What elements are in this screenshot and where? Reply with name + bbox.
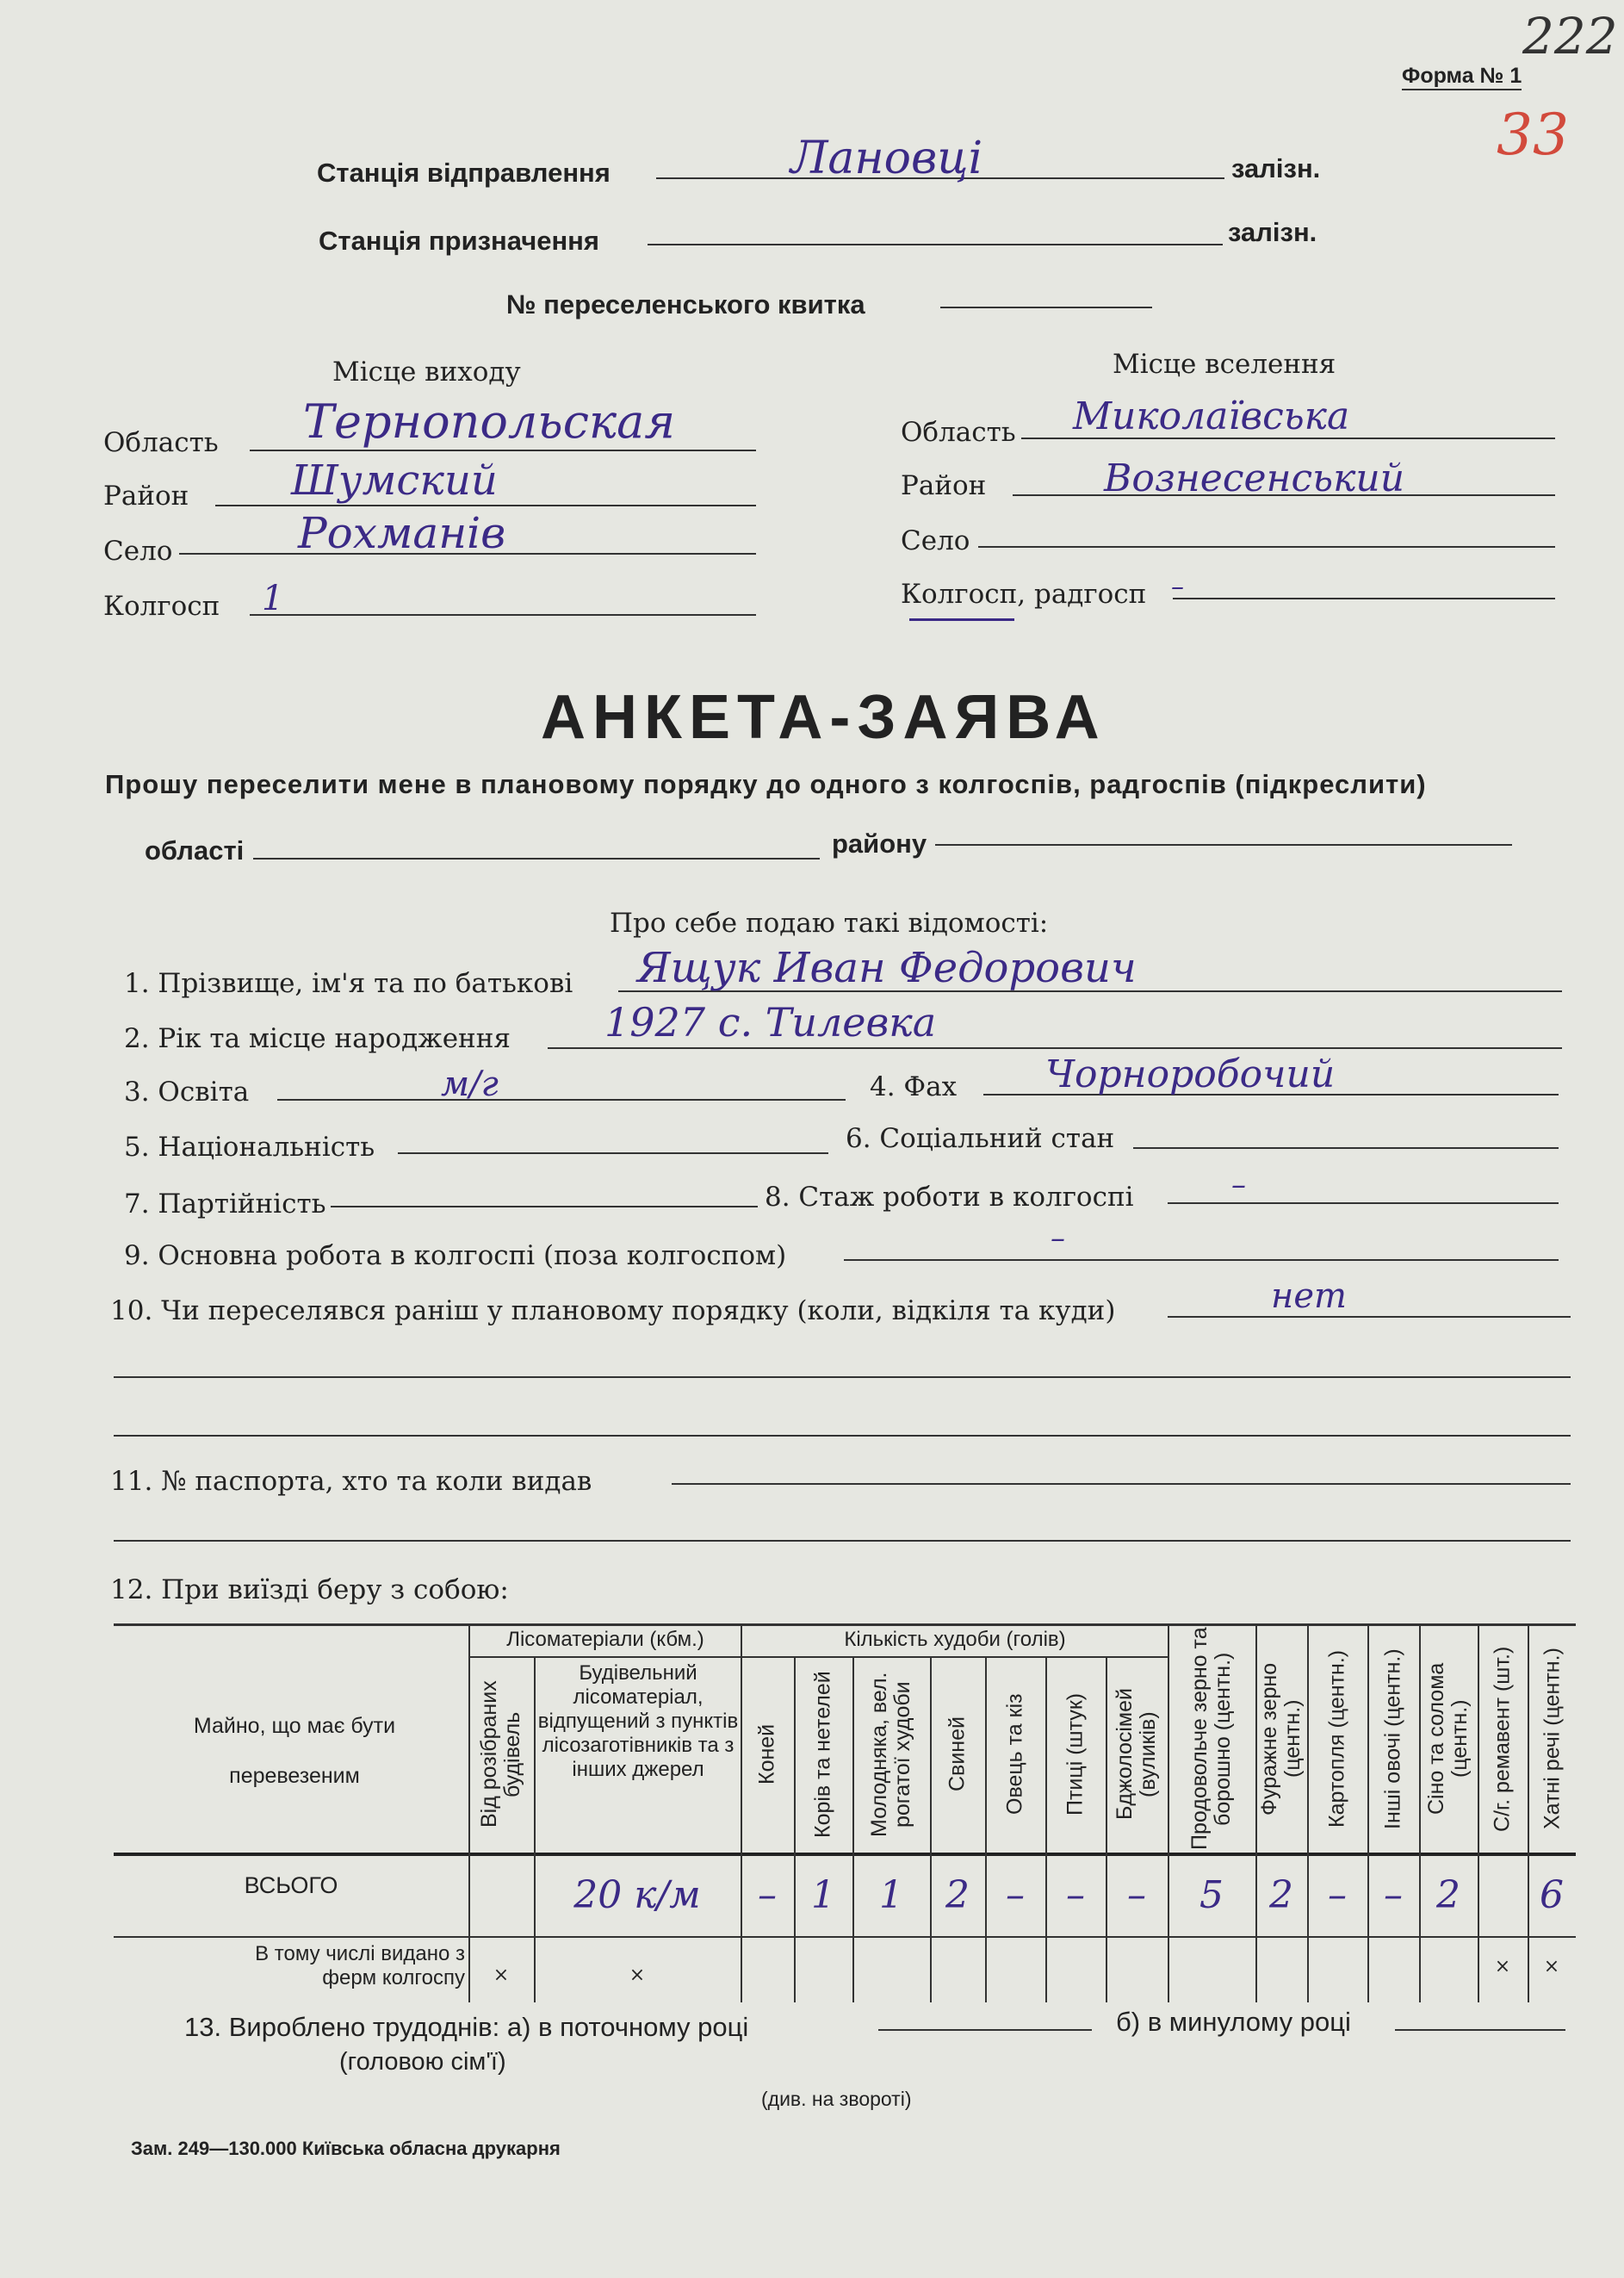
farm-household-items: × [1543,1955,1560,1977]
property-table [114,1623,1576,2002]
col-household-items: Хатні речі (центн.) [1540,1648,1565,1830]
origin-heading: Місце виходу [332,357,521,388]
see-reverse: (див. на звороті) [761,2088,912,2110]
col-sheep-goats: Овець та кіз [1002,1693,1027,1816]
row-farm-label: В тому числі видано з ферм колгоспу [255,1942,465,1989]
dest-collective-line [1173,598,1555,599]
field-8-label: 8. Стаж роботи в колгоспі [765,1182,1134,1213]
col-from-buildings: Від розібраних будівель [477,1680,524,1828]
origin-village-label: Село [103,536,173,567]
raion-label: району [832,829,927,859]
dest-region-value: Миколаївська [1073,394,1350,438]
origin-region-value: Тернопольская [303,394,676,449]
workdays-label: 13. Вироблено трудоднів: а) в поточному році [184,2012,749,2042]
farm-farm-equipment: × [1494,1955,1511,1977]
field-6-label: 6. Соціальний стан [846,1123,1115,1154]
origin-district-line [215,505,756,506]
origin-district-label: Район [103,481,189,512]
total-other-vegetables: – [1384,1873,1403,1917]
field-10-line [1168,1316,1571,1318]
dest-district-label: Район [901,470,987,501]
field-11-line [672,1483,1571,1485]
origin-region-label: Область [103,427,219,458]
total-food-grain: 5 [1199,1873,1224,1917]
dest-village-line [978,546,1555,548]
field-4-label: 4. Фах [870,1071,958,1102]
field-8-line [1168,1202,1559,1204]
col-other-vegetables: Інші овочі (центн.) [1380,1648,1405,1829]
dest-collective-underline [909,618,1014,621]
dest-collective-value: – [1171,572,1184,602]
origin-collective-label: Колгосп [103,591,220,622]
farm-building-timber: × [629,1964,646,1986]
col-farm-equipment: С/г. ремавент (шт.) [1490,1646,1515,1832]
destination-label: Станція призначення [319,226,599,256]
field-2-line [548,1047,1562,1049]
field-3-label: 3. Освіта [124,1077,250,1108]
request-text: Прошу переселити мене в плановому порядку до одного з колгоспів, радгоспів (підкреслити) [105,769,1427,799]
field-8-value: – [1231,1168,1246,1202]
field-3-line [277,1099,846,1101]
field-4-value: Чорноробочий [1045,1052,1336,1096]
total-horses: – [758,1873,777,1917]
field-7-line [331,1206,758,1207]
field-3-value: м/г [441,1065,499,1104]
field-2-value: 1927 с. Тилевка [604,999,937,1046]
field-5-label: 5. Національність [124,1132,375,1163]
field-11-label: 11. № паспорта, хто та коли видав [110,1466,592,1497]
field-9-label: 9. Основна робота в колгоспі (поза колгоспом) [124,1240,787,1271]
field-12-label: 12. При виїзді беру з собою: [110,1574,509,1605]
col-property-header: Майно, що має бути перевезеним [193,1714,396,1788]
field-1-value: Ящук Иван Федорович [637,944,1137,992]
workdays-current-line [878,2029,1092,2031]
field-9-value: – [1051,1221,1065,1256]
origin-region-line [250,450,756,451]
col-cows: Корів та нетелей [810,1671,835,1838]
field-10-label: 10. Чи переселявся раніш у плановому порядку (коли, відкіля та куди) [110,1295,1116,1326]
field-5-line [398,1152,828,1154]
print-info: Зам. 249—130.000 Київська обласна друкарня [131,2138,561,2159]
total-beehives: – [1127,1873,1146,1917]
field-2-label: 2. Рік та місце народження [124,1023,511,1054]
total-sheep-goats: – [1006,1873,1025,1917]
col-beehives: Бджолосімей (вуликів) [1113,1688,1160,1821]
dest-district-value: Вознесенський [1104,456,1405,500]
col-poultry: Птиці (штук) [1063,1692,1088,1816]
origin-district-value: Шумский [291,456,498,505]
origin-collective-line [250,614,756,616]
ticket-line [940,307,1152,308]
field-10-value: нет [1271,1276,1347,1316]
workdays-previous-line [1395,2029,1565,2031]
workdays-sublabel: (головою сім'ї) [339,2048,506,2076]
field-11-line-2 [114,1540,1571,1542]
origin-village-value: Рохманів [298,508,506,558]
total-from-buildings [468,1854,534,1936]
field-7-label: 7. Партійність [124,1189,326,1220]
field-9-line [844,1259,1559,1261]
total-potatoes: – [1328,1873,1347,1917]
raion-line [935,844,1512,846]
col-food-grain: Продовольче зерно та борошно (центн.) [1187,1627,1235,1851]
workdays-previous: б) в минулому році [1116,2007,1351,2037]
dest-collective-label: Колгосп, радгосп [901,579,1147,610]
group-livestock-header: Кількість худоби (голів) [844,1628,1066,1651]
total-hay-straw: 2 [1436,1873,1460,1917]
farm-from-buildings: × [493,1964,510,1986]
dest-region-label: Область [901,417,1016,448]
total-farm-equipment [1478,1854,1528,1936]
total-household-items: 6 [1540,1873,1564,1917]
total-fodder-grain: 2 [1269,1873,1293,1917]
col-horses: Коней [754,1723,779,1785]
sheet-number: 33 [1497,102,1569,168]
col-fodder-grain: Фуражне зерно (центн.) [1257,1662,1305,1816]
origin-collective-value: 1 [262,579,284,618]
destination-line [648,244,1223,245]
dest-heading: Місце вселення [1113,349,1336,380]
oblast-line [253,858,820,860]
departure-railway: залізн. [1231,153,1321,183]
col-potatoes: Картопля (центн.) [1324,1649,1349,1828]
col-pigs: Свиней [945,1716,970,1792]
total-poultry: – [1066,1873,1085,1917]
destination-railway: залізн. [1228,217,1317,247]
group-timber-header: Лісоматеріали (кбм.) [506,1628,704,1651]
form-label: Форма № 1 [1402,64,1522,90]
field-10-line-3 [114,1435,1571,1437]
total-cows: 1 [811,1873,835,1917]
row-total-label: ВСЬОГО [244,1872,338,1898]
ticket-label: № переселенського квитка [506,289,865,320]
dest-village-label: Село [901,525,970,556]
field-10-line-2 [114,1376,1571,1378]
col-building-timber: Будівельний лісоматеріал, відпущений з пунктів лісозаготівників та з інших джерел [537,1661,739,1781]
col-young-cattle: Молодняка, вел. рогатої худоби [867,1672,914,1837]
total-building-timber: 20 к/м [573,1873,701,1917]
form-title: АНКЕТА-ЗАЯВА [541,683,1106,752]
departure-label: Станція відправлення [317,158,611,188]
field-6-line [1133,1147,1559,1149]
oblast-label: області [145,835,245,866]
total-pigs: 2 [945,1873,970,1917]
archive-number: 222 [1522,7,1618,65]
intro-text: Про себе подаю такі відомості: [610,908,1049,939]
departure-value: Лановці [790,133,983,184]
col-hay-straw: Сіно та солома (центн.) [1424,1662,1472,1816]
field-1-label: 1. Прізвище, ім'я та по батькові [124,968,573,999]
total-young-cattle: 1 [879,1873,903,1917]
